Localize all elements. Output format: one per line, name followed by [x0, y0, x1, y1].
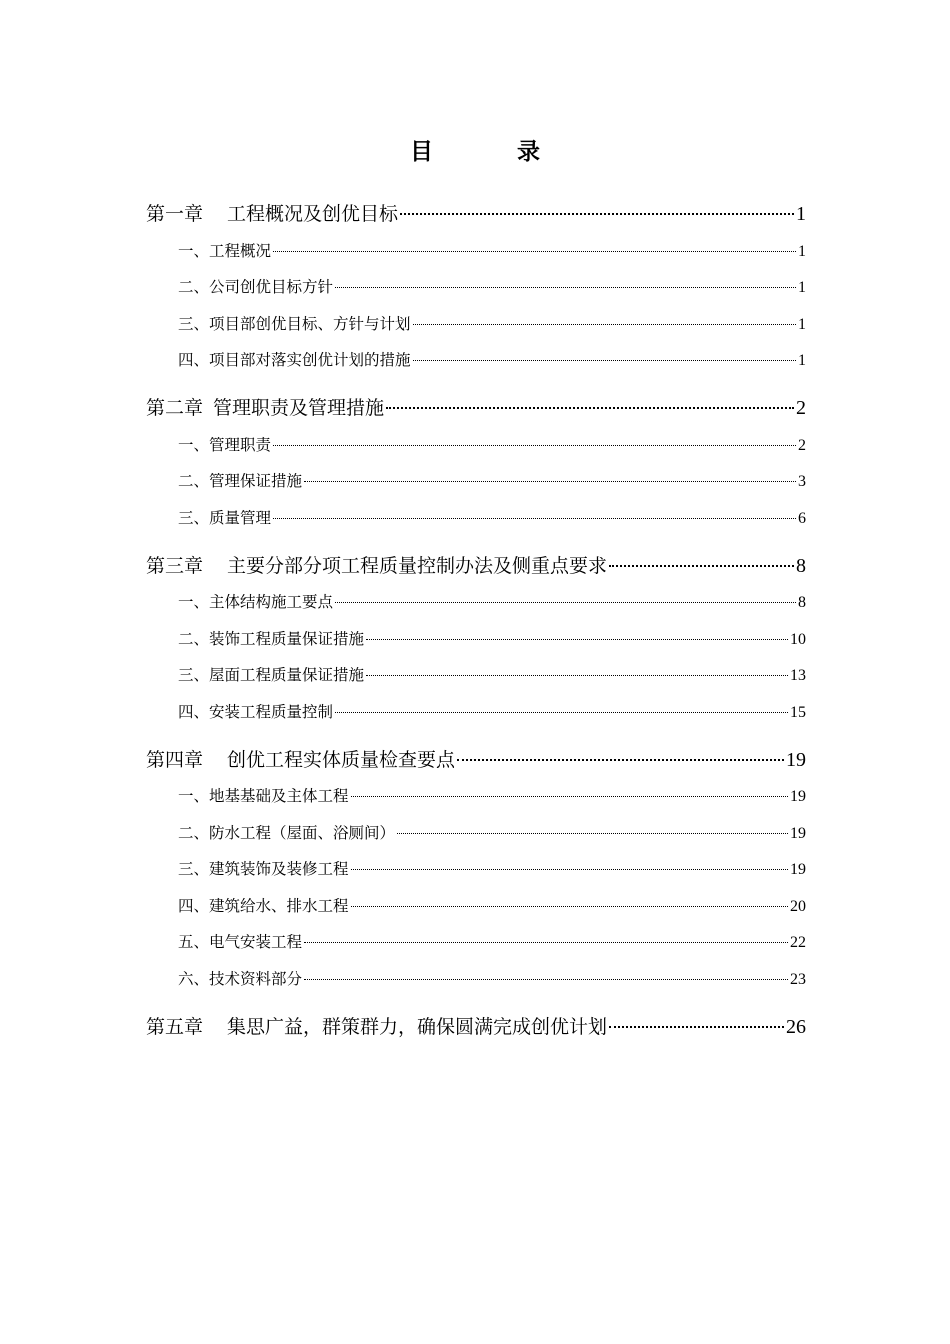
section-number: 四、 — [178, 351, 210, 369]
toc-section-3-2[interactable] — [146, 621, 806, 658]
section-number: 二、 — [178, 823, 210, 842]
page-number: 26 — [786, 1015, 806, 1038]
page-number: 8 — [798, 594, 806, 611]
dot-leader — [351, 869, 788, 870]
section-number: 一、 — [178, 787, 210, 805]
toc-chapter-1[interactable] — [146, 196, 806, 233]
toc-section-4-3[interactable] — [146, 851, 806, 888]
section-number: 三、 — [178, 508, 210, 527]
dot-leader — [304, 942, 788, 943]
section-number: 二、 — [178, 629, 210, 648]
section-title: 电气安装工程 — [209, 933, 303, 951]
page-number: 2 — [796, 397, 806, 419]
chapter-title: 工程概况及创优目标 — [227, 203, 399, 225]
page-number: 23 — [790, 970, 806, 988]
toc-section-1-2[interactable] — [146, 269, 806, 306]
dot-leader — [335, 602, 796, 603]
chapter-number: 第一章 — [146, 203, 204, 225]
page-number: 1 — [796, 203, 806, 225]
dot-leader — [273, 518, 796, 519]
section-title: 屋面工程质量保证措施 — [209, 666, 365, 684]
section-number: 三、 — [178, 860, 210, 878]
toc-chapter-2[interactable] — [146, 390, 806, 427]
toc-title: 目 录 — [409, 138, 578, 165]
dot-leader — [366, 675, 788, 676]
section-title: 工程概况 — [209, 241, 272, 260]
dot-leader — [351, 906, 788, 907]
dot-leader — [366, 639, 788, 640]
page-number: 1 — [798, 242, 806, 260]
toc-section-3-3[interactable] — [146, 657, 806, 694]
dot-leader — [457, 759, 784, 761]
page-number: 19 — [786, 748, 806, 771]
section-title: 安装工程质量控制 — [209, 702, 334, 721]
section-number: 一、 — [178, 241, 210, 260]
section-title: 公司创优目标方针 — [209, 278, 334, 296]
toc-section-4-1[interactable] — [146, 778, 806, 815]
dot-leader — [273, 251, 796, 252]
dot-leader — [335, 287, 796, 288]
dot-leader — [413, 360, 796, 361]
dot-leader — [304, 481, 796, 482]
dot-leader — [400, 213, 794, 215]
dot-leader — [397, 833, 788, 834]
toc-section-3-1[interactable] — [146, 584, 806, 621]
chapter-number: 第四章 — [146, 748, 204, 771]
section-number: 六、 — [178, 969, 210, 988]
toc-section-3-4[interactable] — [146, 694, 806, 731]
toc-section-2-2[interactable] — [146, 463, 806, 500]
chapter-title: 主要分部分项工程质量控制办法及侧重点要求 — [227, 554, 608, 577]
chapter-title: 集思广益，群策群力，确保圆满完成创优计划 — [227, 1015, 608, 1038]
section-number: 一、 — [178, 435, 210, 454]
page-number: 1 — [798, 352, 806, 369]
section-title: 质量管理 — [209, 508, 272, 527]
section-number: 五、 — [178, 933, 210, 951]
dot-leader — [386, 407, 794, 409]
page-number: 3 — [798, 473, 806, 490]
dot-leader — [609, 1026, 784, 1028]
toc-chapter-3[interactable] — [146, 548, 806, 585]
page-number: 2 — [798, 436, 806, 454]
dot-leader — [609, 565, 794, 567]
chapter-number: 第三章 — [146, 554, 204, 577]
page-number: 6 — [798, 509, 806, 527]
page-number: 1 — [798, 315, 806, 333]
toc-section-4-2[interactable] — [146, 815, 806, 852]
page-number: 19 — [790, 824, 806, 842]
dot-leader — [273, 445, 796, 446]
section-title: 防水工程（屋面、浴厕间） — [209, 823, 396, 842]
section-title: 建筑装饰及装修工程 — [209, 860, 349, 878]
section-title: 管理保证措施 — [209, 472, 303, 490]
toc-section-4-5[interactable] — [146, 924, 806, 961]
chapter-title: 创优工程实体质量检查要点 — [227, 748, 456, 771]
chapter-number: 第二章 — [146, 397, 204, 419]
dot-leader — [351, 796, 788, 797]
page-number: 10 — [790, 630, 806, 648]
dot-leader — [335, 712, 788, 713]
toc-section-2-1[interactable] — [146, 427, 806, 464]
page-number: 19 — [790, 861, 806, 878]
chapter-number: 第五章 — [146, 1015, 204, 1038]
section-number: 二、 — [178, 472, 210, 490]
page-number: 13 — [790, 667, 806, 684]
page-number: 19 — [790, 788, 806, 805]
section-number: 四、 — [178, 896, 210, 915]
chapter-title: 管理职责及管理措施 — [213, 397, 385, 419]
section-number: 四、 — [178, 702, 210, 721]
toc-section-1-3[interactable] — [146, 306, 806, 343]
section-title: 主体结构施工要点 — [209, 593, 334, 611]
section-title: 管理职责 — [209, 435, 272, 454]
table-of-contents — [146, 196, 806, 1045]
section-title: 装饰工程质量保证措施 — [209, 629, 365, 648]
dot-leader — [413, 324, 796, 325]
toc-section-1-1[interactable] — [146, 233, 806, 270]
section-number: 一、 — [178, 593, 210, 611]
section-title: 项目部创优目标、方针与计划 — [209, 314, 411, 333]
toc-chapter-4[interactable] — [146, 742, 806, 779]
page-number: 1 — [798, 279, 806, 296]
section-title: 地基基础及主体工程 — [209, 787, 349, 805]
page-number: 8 — [796, 554, 806, 577]
section-title: 建筑给水、排水工程 — [209, 896, 349, 915]
section-number: 三、 — [178, 314, 210, 333]
section-number: 二、 — [178, 278, 210, 296]
page-number: 22 — [790, 934, 806, 951]
section-title: 技术资料部分 — [209, 969, 303, 988]
toc-section-4-6[interactable] — [146, 961, 806, 998]
toc-section-1-4[interactable] — [146, 342, 806, 379]
page-number: 15 — [790, 703, 806, 721]
page-number: 20 — [790, 897, 806, 915]
dot-leader — [304, 979, 788, 980]
toc-section-4-4[interactable] — [146, 888, 806, 925]
section-number: 三、 — [178, 666, 210, 684]
toc-chapter-5[interactable] — [146, 1009, 806, 1046]
section-title: 项目部对落实创优计划的措施 — [209, 351, 411, 369]
toc-section-2-3[interactable] — [146, 500, 806, 537]
